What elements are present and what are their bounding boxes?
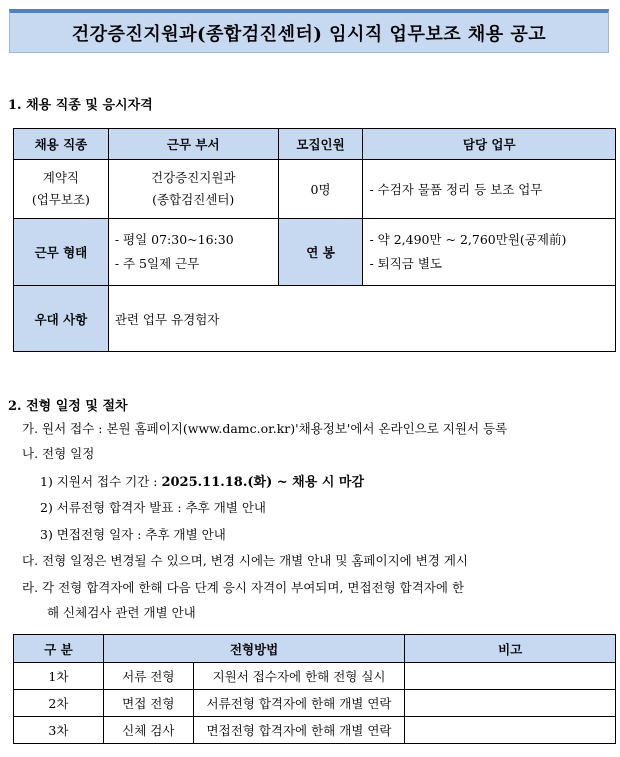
salary-cell: [363, 219, 616, 286]
table-row: [14, 717, 616, 744]
salary-range: - 약 2,490만 ~ 2,760만원(공제前): [369, 232, 567, 247]
count-cell: 0명: [278, 160, 363, 219]
step-ra-line1: 라. 각 전형 합격자에 한해 다음 단계 응시 자격이 부여되며, 면접전형 합격자에 한: [22, 580, 465, 595]
selection-table: [13, 634, 616, 744]
schedule-1-label: 1) 지원서 접수 기간 :: [40, 474, 162, 489]
method-cell: 신체 검사: [103, 717, 193, 744]
page-title-bar: [9, 9, 609, 53]
header-method: 전형방법: [103, 635, 404, 663]
work-hours: - 평일 07:30~16:30: [114, 232, 234, 247]
header-duty: 담당 업무: [363, 129, 616, 160]
method-cell: 면접 전형: [103, 690, 193, 717]
job-sub: (업무보조): [31, 192, 90, 207]
note-cell: [405, 663, 616, 690]
header-job: 채용 직종: [14, 129, 109, 160]
preference-cell: 관련 업무 유경험자: [108, 286, 615, 352]
schedule-1-date: 2025.11.18.(화) ~ 채용 시 마감: [161, 475, 365, 490]
header-dept: 근무 부서: [108, 129, 278, 160]
duty-cell: - 수검자 물품 정리 등 보조 업무: [363, 160, 616, 219]
work-type-label: 근무 형태: [14, 219, 109, 286]
page-title: 건강증진지원과(종합검진센터) 임시직 업무보조 채용 공고: [71, 23, 547, 45]
stage-cell: 3차: [14, 717, 104, 744]
header-stage: 구 분: [14, 635, 104, 663]
step-na: 나. 전형 일정: [22, 446, 95, 461]
step-da: 다. 전형 일정은 변경될 수 있으며, 변경 시에는 개별 안내 및 홈페이지에 변경 게시: [22, 553, 469, 568]
section2-heading: 2. 전형 일정 및 절차: [8, 399, 128, 414]
dept-sub: (종합검진센터): [152, 192, 235, 207]
note-cell: [405, 690, 616, 717]
recruit-row-2: [14, 219, 616, 286]
header-note: 비고: [405, 635, 616, 663]
method-cell: 서류 전형: [103, 663, 193, 690]
dept-name: 건강증진지원과: [150, 170, 236, 185]
dept-cell: [108, 160, 278, 219]
recruit-table: [13, 128, 616, 352]
detail-cell: 지원서 접수자에 한해 전형 실시: [193, 663, 405, 690]
job-cell: [14, 160, 109, 219]
stage-cell: 2차: [14, 690, 104, 717]
step-ga: 가. 원서 접수 : 본원 홈페이지(www.damc.or.kr)'채용정보'에서 온라인으로 지원서 등록: [22, 421, 508, 436]
table-row: [14, 690, 616, 717]
detail-cell: 면접전형 합격자에 한해 개별 연락: [193, 717, 405, 744]
recruit-row-1: [14, 160, 616, 219]
schedule-2: 2) 서류전형 합격자 발표 : 추후 개별 안내: [40, 500, 266, 515]
work-days: - 주 5일제 근무: [114, 256, 200, 271]
salary-note: - 퇴직금 별도: [369, 256, 442, 271]
note-cell: [405, 717, 616, 744]
detail-cell: 서류전형 합격자에 한해 개별 연락: [193, 690, 405, 717]
schedule-3: 3) 면접전형 일자 : 추후 개별 안내: [40, 527, 226, 542]
stage-cell: 1차: [14, 663, 104, 690]
schedule-1: [40, 471, 364, 490]
step-ra-line2: 해 신체검사 관련 개별 안내: [47, 605, 196, 620]
table-row: [14, 663, 616, 690]
selection-header-row: [14, 635, 616, 663]
recruit-row-3: [14, 286, 616, 352]
work-type-cell: [108, 219, 278, 286]
job-name: 계약직: [42, 170, 80, 185]
salary-label: 연 봉: [278, 219, 363, 286]
recruit-header-row: [14, 129, 616, 160]
preference-label: 우대 사항: [14, 286, 109, 352]
header-count: 모집인원: [278, 129, 363, 160]
section1-heading: 1. 채용 직종 및 응시자격: [8, 98, 153, 113]
